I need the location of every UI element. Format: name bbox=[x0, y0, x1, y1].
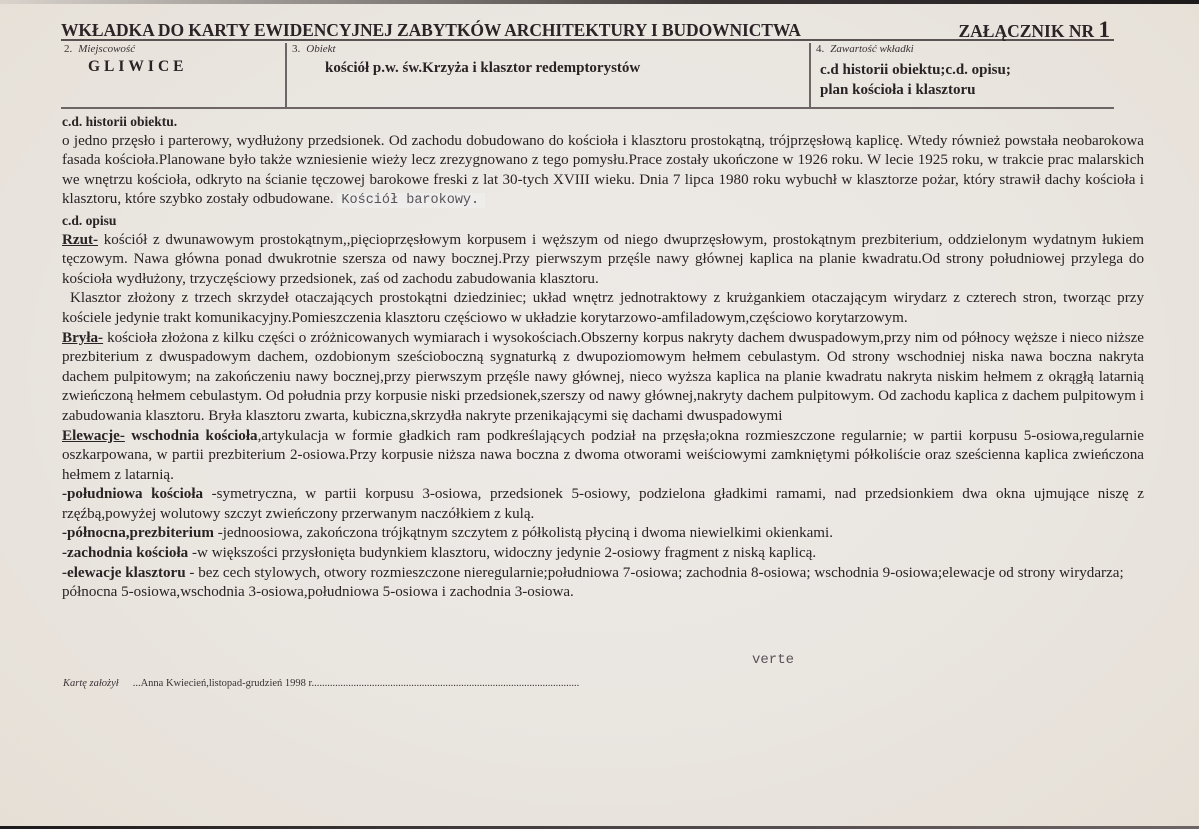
elewacje-paragraph: Elewacje- wschodnia kościoła,artykulacja w formie gładkich ram podkreślających podział na przęsła;okna rozmieszczone regularnie; w partii korpusu 5-osiowa,regularnie oszkarpowana, w partii prezbiterium 2-osiowa.Przy korpusie niższa nawa boczna z dwoma otworami weiściowymi zamkniętymi półkoliście oraz sześcienna kaplica zwieńczona hełmem z latarnią. bbox=[62, 427, 1144, 483]
elewacje-label: Elewacje- bbox=[62, 427, 125, 444]
field-object-label: 3. Obiekt bbox=[292, 43, 336, 55]
rzut-paragraph: Rzut- kościół z dwunawowym prostokątnym,,pięcioprzęsłowym korpusem i węższym od niego dwuprzęsłowym, prostokątnym prezbiterium, oddzielonym wydatnym łukiem tęczowym. Nawa główna ponad dwukrotnie szersza od nawy bocznej.Przy pierwszym przęśle nawy głównej kaplica na planie kwadratu.Od strony południowej przylega do kościoła wydłużony, trzyczęściowy przedsionek, zaś od zachodu zabudowania klasztoru. bbox=[62, 231, 1144, 287]
zachodnia-paragraph: -zachodnia kościoła -w większości przysłonięta budynkiem klasztoru, widoczny jedynie 2-osiowy fragment z niską kaplicą. bbox=[62, 545, 817, 562]
title-row bbox=[61, 17, 1114, 42]
annex-label bbox=[958, 17, 1110, 43]
polnocna-paragraph: -północna,prezbiterium -jednoosiowa, zakończona trójkątnym szczytem z półkolistą płyciną i dwoma niewielkimi okienkami. bbox=[62, 525, 834, 542]
klasztor-paragraph: Klasztor złożony z trzech skrzydeł otaczających prostokątni dziedziniec; układ wnętrz jednotraktowy z krużgankiem otaczającym wirydarz z czterech stron, tworząc przy kościele jedynie trakt komunikacyjny.Pomieszczenia klasztoru częściowo w układzie korytarzowo-amfiladowym,częściowo korytarzowym. bbox=[62, 290, 1144, 326]
field-locality-label: 2. Miejscowość bbox=[64, 43, 136, 55]
klasztor-elevation-paragraph: -elewacje klasztoru - bez cech stylowych, otwory rozmieszczone nieregularnie;południowa 7-osiowa; zachodnia 8-osiowa; wschodnia 9-osiowa;elewacje od strony wirydarza; północna 5-osiowa,wschodnia 3-osiowa,południowa 5-osiowa i zachodnia 3-osiowa. bbox=[62, 564, 1124, 601]
field-object-value: kościół p.w. św.Krzyża i klasztor redemptorystów bbox=[325, 60, 641, 76]
annex-number: 1 bbox=[1098, 17, 1110, 42]
field-contents-value: c.d historii obiektu;c.d. opisu; plan kościoła i klasztoru bbox=[820, 62, 1011, 98]
field-locality bbox=[61, 43, 287, 109]
field-object bbox=[289, 43, 811, 109]
field-contents-label: 4. Zawartość wkładki bbox=[816, 43, 914, 55]
field-locality-value: GLIWICE bbox=[88, 58, 188, 75]
verte-note: verte bbox=[752, 652, 795, 668]
bryla-label: Bryła- bbox=[62, 329, 104, 346]
field-contents bbox=[813, 43, 1114, 109]
rzut-label: Rzut- bbox=[62, 231, 99, 248]
document-body bbox=[62, 112, 1144, 603]
footer-author bbox=[63, 678, 579, 689]
description-heading: c.d. opisu bbox=[62, 212, 117, 228]
footer-label: Kartę założył bbox=[63, 678, 119, 689]
footer-value: ...Anna Kwiecień,listopad-grudzień 1998 r...................................................................................................... bbox=[132, 678, 580, 689]
history-paragraph: o jedno przęsło i parterowy, wydłużony przedsionek. Od zachodu dobudowano do kościoła i klasztoru prostokątną, trójprzęsłową kaplicę. Wtedy również powstała neobarokowa fasada kościoła.Planowane było także wzniesienie wieży lecz zrezygnowano z tego pomysłu.Prace zostały ukończone w 1926 roku. W lecie 1925 roku, w trakcie prac malarskich we wnętrzu kościoła, odkryto na ścianie tęczowej barokowe freski z lat 30-tych XVIII wieku. Dnia 7 lipca 1980 roku wybuchł w klasztorze pożar, który strawił dachy kościoła i klasztoru, które szybko zostały odbudowane. Kościół barokowy. bbox=[62, 132, 1144, 209]
poludniowa-paragraph: -południowa kościoła -symetryczna, w partii korpusu 3-osiowa, przedsionek 5-osiowy, podzielona gładkimi ramami, nad przedsionkiem dwa okna ujmujące niszę z rzęźbą,powyżej wolutowy szczyt zwieńczony przerwanym naczółkiem z kulą. bbox=[62, 486, 1144, 522]
bryla-paragraph: Bryła- kościoła złożona z kilku części o zróżnicowanych wymiarach i wysokościach.Obszerny korpus nakryty dachem dwuspadowym,przy nim od północy węższe i nieco niższe prezbiterium z dwuspadowym dachem, ozdobionym sześcioboczną sygnaturką z dwupoziomowym hełmem cebulastym. Od strony wschodniej niska nawa boczna nakryta dachem pulpitowym; na zakończeniu nawy bocznej,przy pierwszym przęśle nawy głównej, nieco wyższa kaplica na planie kwadratu nakryta niskim hełmem z okrągłą latarnią zwieńczoną hełmem cebulastym. Od południa przy korpusie niski przedsionek,szerszy od nawy głównej,nakryty dachem pulpitowym. Od zachodu kaplica z dachem pulpitowym i zabudowania klasztoru. Bryła klasztoru zwarta, kubiczna,skrzydła nakryte przenikającymi się dachami dwuspadowymi bbox=[62, 329, 1144, 424]
scan-edge-top bbox=[0, 0, 1199, 4]
document-title: WKŁADKA DO KARTY EWIDENCYJNEJ ZABYTKÓW ARCHITEKTURY I BUDOWNICTWA bbox=[61, 20, 801, 40]
typed-note: Kościół barokowy. bbox=[337, 193, 485, 208]
history-heading: c.d. historii obiektu. bbox=[62, 114, 178, 129]
annex-label-text: ZAŁĄCZNIK NR bbox=[958, 21, 1095, 41]
header-fields bbox=[61, 43, 1114, 109]
